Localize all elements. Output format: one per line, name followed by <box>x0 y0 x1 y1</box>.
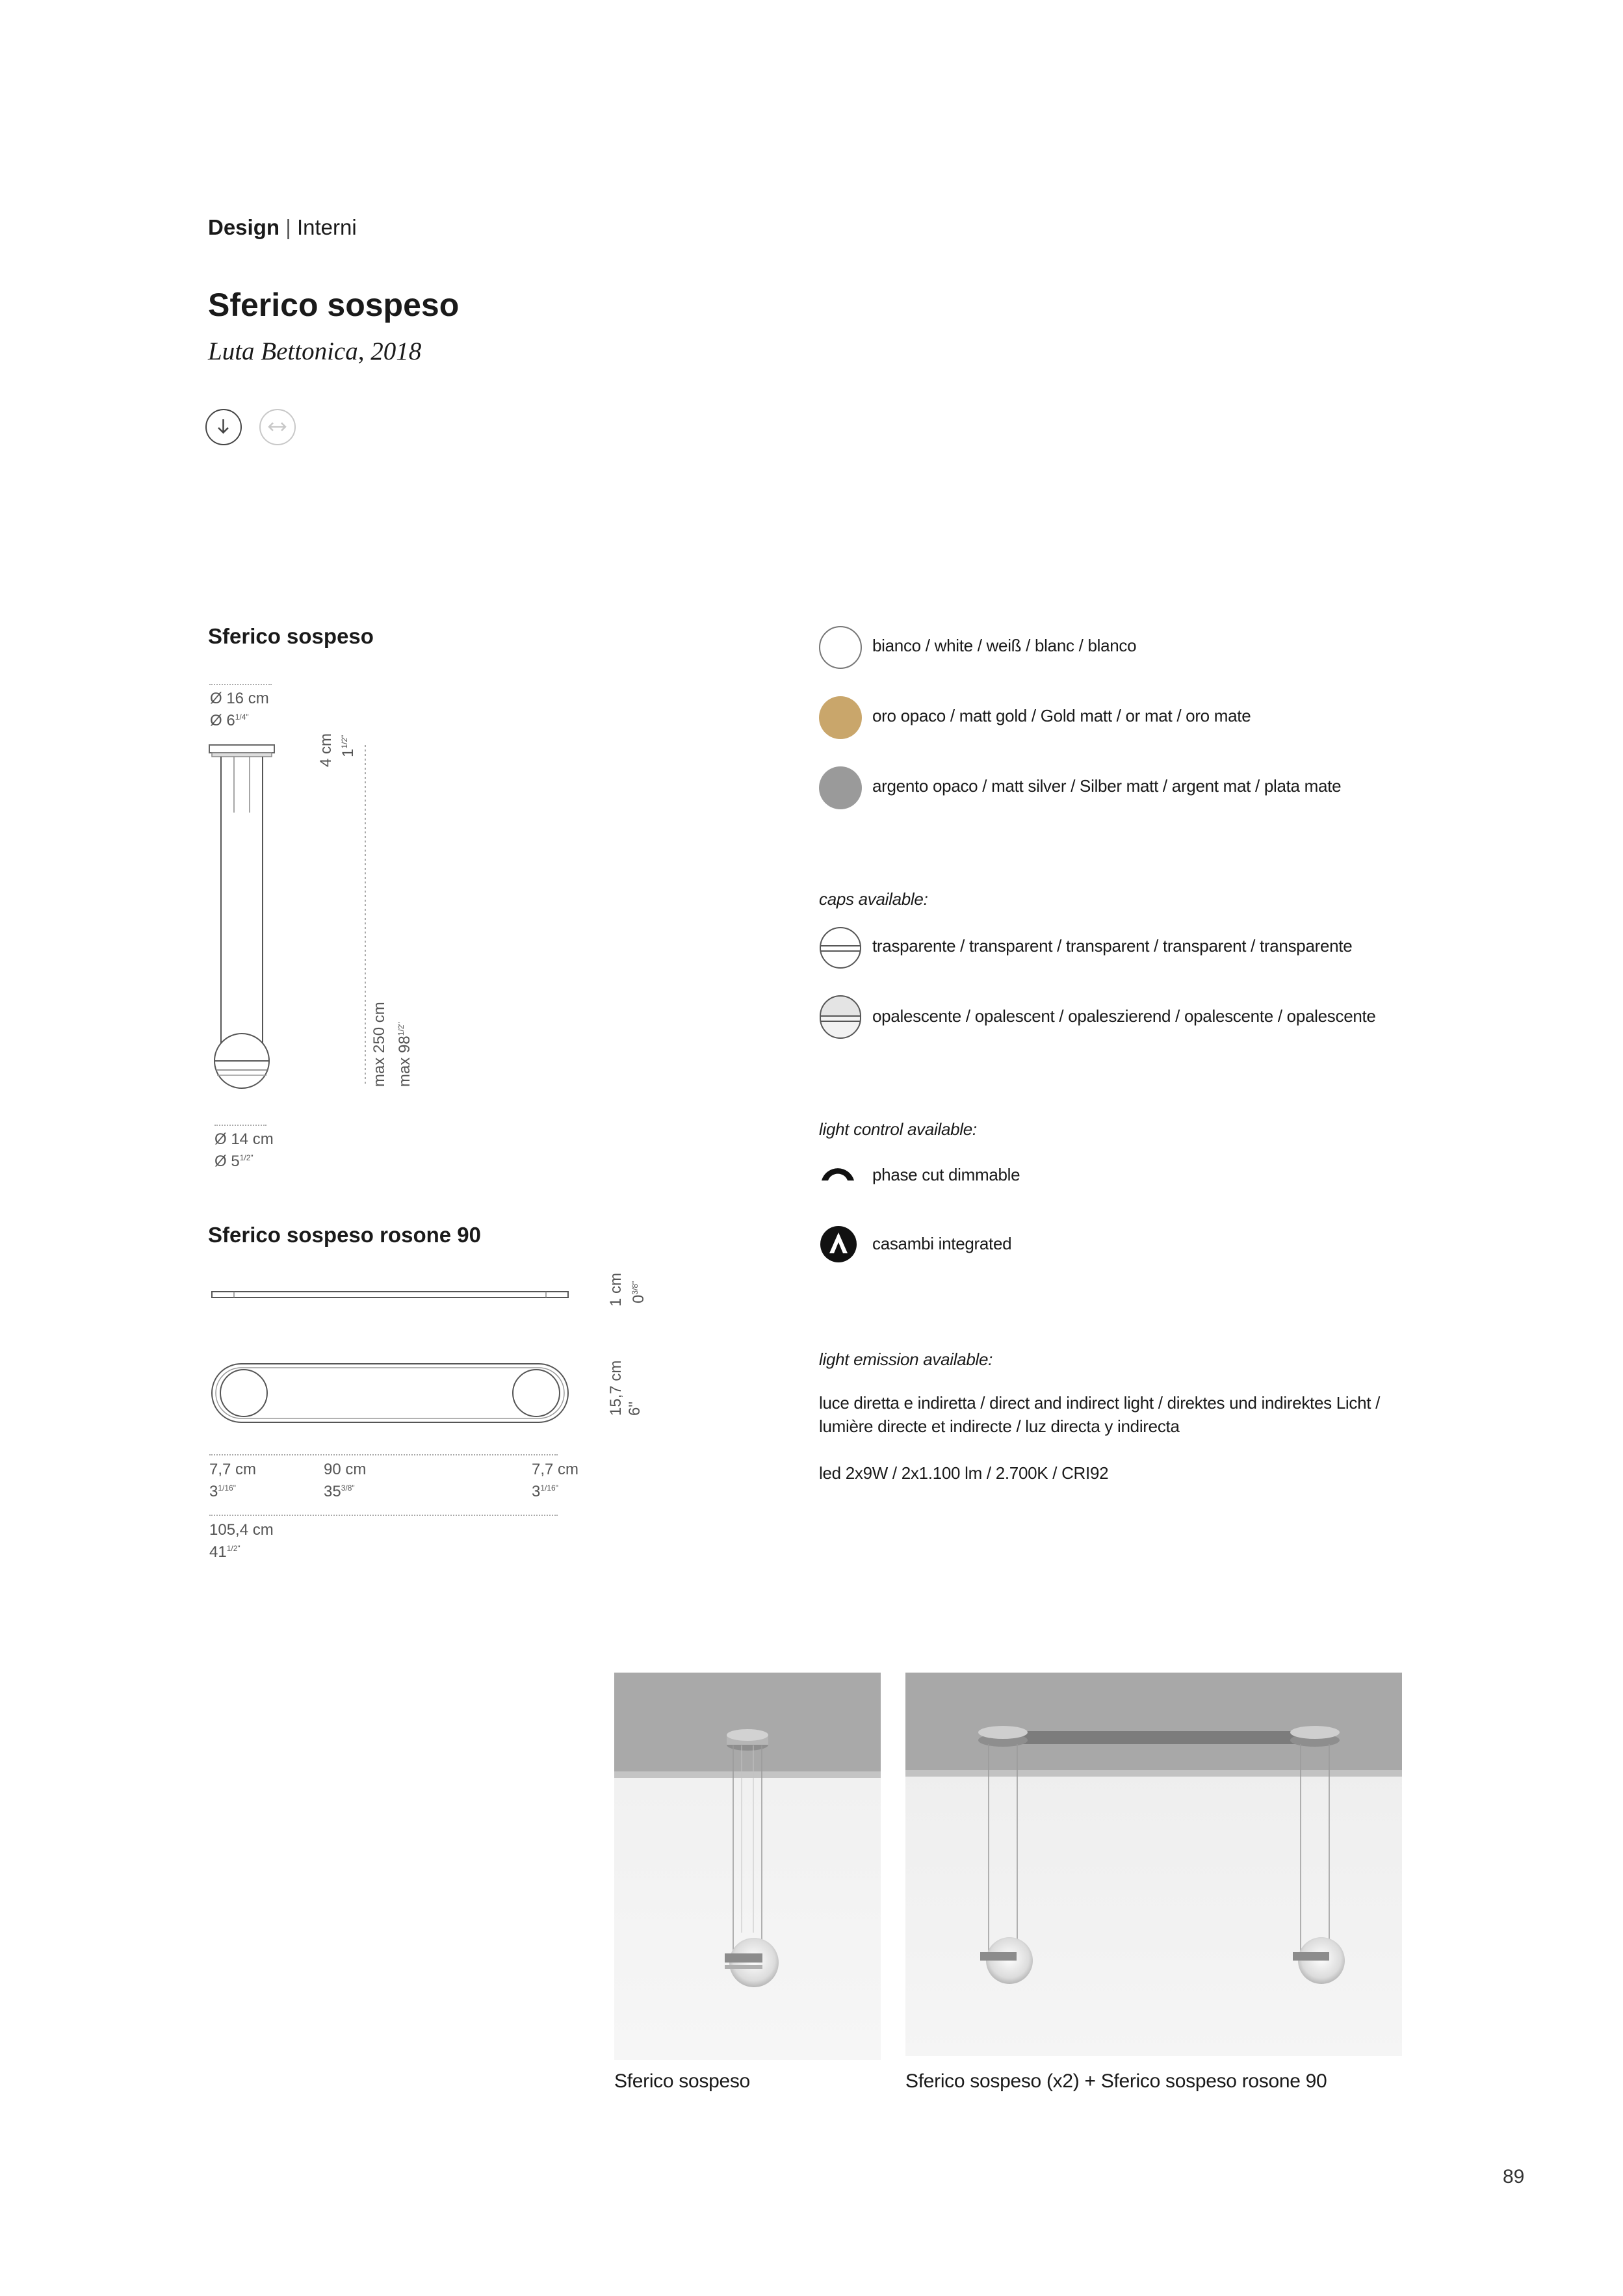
dim-line <box>209 1515 558 1516</box>
horizontal-arrows-icon[interactable] <box>259 409 296 445</box>
phase-cut-dimmable-icon <box>818 1158 858 1184</box>
max-length-cm: max 250 cm <box>370 1002 388 1087</box>
rosone-thickness-in: $0^{3/8"}$ <box>630 1281 647 1303</box>
caps-heading: caps available: <box>819 889 928 909</box>
bottom-diameter-cm: Ø 14 cm <box>214 1130 274 1148</box>
product-title: Sferico sospeso <box>208 287 460 323</box>
finish-swatch-gold[interactable] <box>819 696 862 739</box>
page-number: 89 <box>1503 2166 1525 2187</box>
download-arrow-icon[interactable] <box>205 409 242 445</box>
top-diameter-in-frac: 1/4" <box>235 712 249 722</box>
light-emission-line2: lumière directe et indirecte / luz directa y indirecta <box>819 1416 1180 1436</box>
photo-caption-single: Sferico sospeso <box>614 2070 750 2092</box>
cap-transparent-icon[interactable] <box>818 925 863 971</box>
product-photo-single <box>614 1673 881 2060</box>
light-emission-description <box>819 1391 1380 1438</box>
light-emission-line1: luce diretta e indiretta / direct and indirect light / direktes und indirektes Licht / <box>819 1393 1380 1413</box>
finish-label-silver: argento opaco / matt silver / Silber matt / argent mat / plata mate <box>872 776 1342 796</box>
top-diameter-cm: Ø 16 cm <box>210 690 269 707</box>
section-label: Interni <box>296 215 357 239</box>
dim-line <box>214 1125 266 1126</box>
dim-line <box>209 1454 558 1455</box>
canopy-height-cm: 4 cm <box>317 733 335 767</box>
page-header <box>208 215 357 240</box>
rosone-right-label: 7,7 cm $3^{1/16"}$ <box>532 1461 579 1500</box>
finish-label-white: bianco / white / weiß / blanc / blanco <box>872 636 1137 655</box>
rosone-thickness-cm: 1 cm <box>607 1272 625 1307</box>
top-diameter-label <box>210 690 269 730</box>
rosone-depth-cm: 15,7 cm <box>607 1360 625 1416</box>
finish-swatch-silver[interactable] <box>819 766 862 809</box>
light-control-heading: light control available: <box>819 1119 977 1139</box>
cap-opalescent-label: opalescente / opalescent / opaleszierend / opalescente / opalescente <box>872 1006 1376 1026</box>
max-length-in: $\max 98^{1/2"}$ <box>396 1022 413 1087</box>
bottom-diameter-in-frac: 1/2" <box>239 1153 253 1162</box>
finish-swatch-white[interactable] <box>819 626 862 669</box>
brand-label: Design <box>208 215 280 239</box>
rosone-drawing <box>201 1274 604 1443</box>
rosone-depth-in: 6" <box>626 1402 643 1416</box>
cap-opalescent-icon[interactable] <box>818 995 863 1041</box>
rosone-mid-label: 90 cm $35^{3/8"}$ <box>324 1461 367 1500</box>
rosone-total-label: 105,4 cm $41^{1/2"}$ <box>209 1521 274 1561</box>
header-separator: | <box>285 215 291 239</box>
dim-line <box>209 684 272 685</box>
product-designer: Luta Bettonica, 2018 <box>208 337 422 365</box>
casambi-icon <box>819 1225 858 1264</box>
phase-cut-dimmable-label: phase cut dimmable <box>872 1165 1020 1184</box>
cap-transparent-label: trasparente / transparent / transparent / transparent / transparente <box>872 936 1353 956</box>
led-spec: led 2x9W / 2x1.100 lm / 2.700K / CRI92 <box>819 1463 1109 1483</box>
canopy-height-in: $1^{1/2"}$ <box>339 735 357 757</box>
rosone-left-label: 7,7 cm $3^{1/16"}$ <box>209 1461 257 1500</box>
bottom-diameter-label <box>214 1130 274 1171</box>
drawing2-title: Sferico sospeso rosone 90 <box>208 1223 481 1247</box>
finish-label-gold: oro opaco / matt gold / Gold matt / or mat / oro mate <box>872 706 1251 725</box>
top-diameter-in: Ø 6 <box>210 712 235 729</box>
light-emission-heading: light emission available: <box>819 1350 993 1369</box>
drawing1-title: Sferico sospeso <box>208 624 374 648</box>
product-photo-rosone <box>905 1673 1402 2056</box>
photo-caption-rosone: Sferico sospeso (x2) + Sferico sospeso rosone 90 <box>905 2070 1327 2092</box>
casambi-label: casambi integrated <box>872 1234 1012 1253</box>
bottom-diameter-in: Ø 5 <box>214 1153 240 1170</box>
